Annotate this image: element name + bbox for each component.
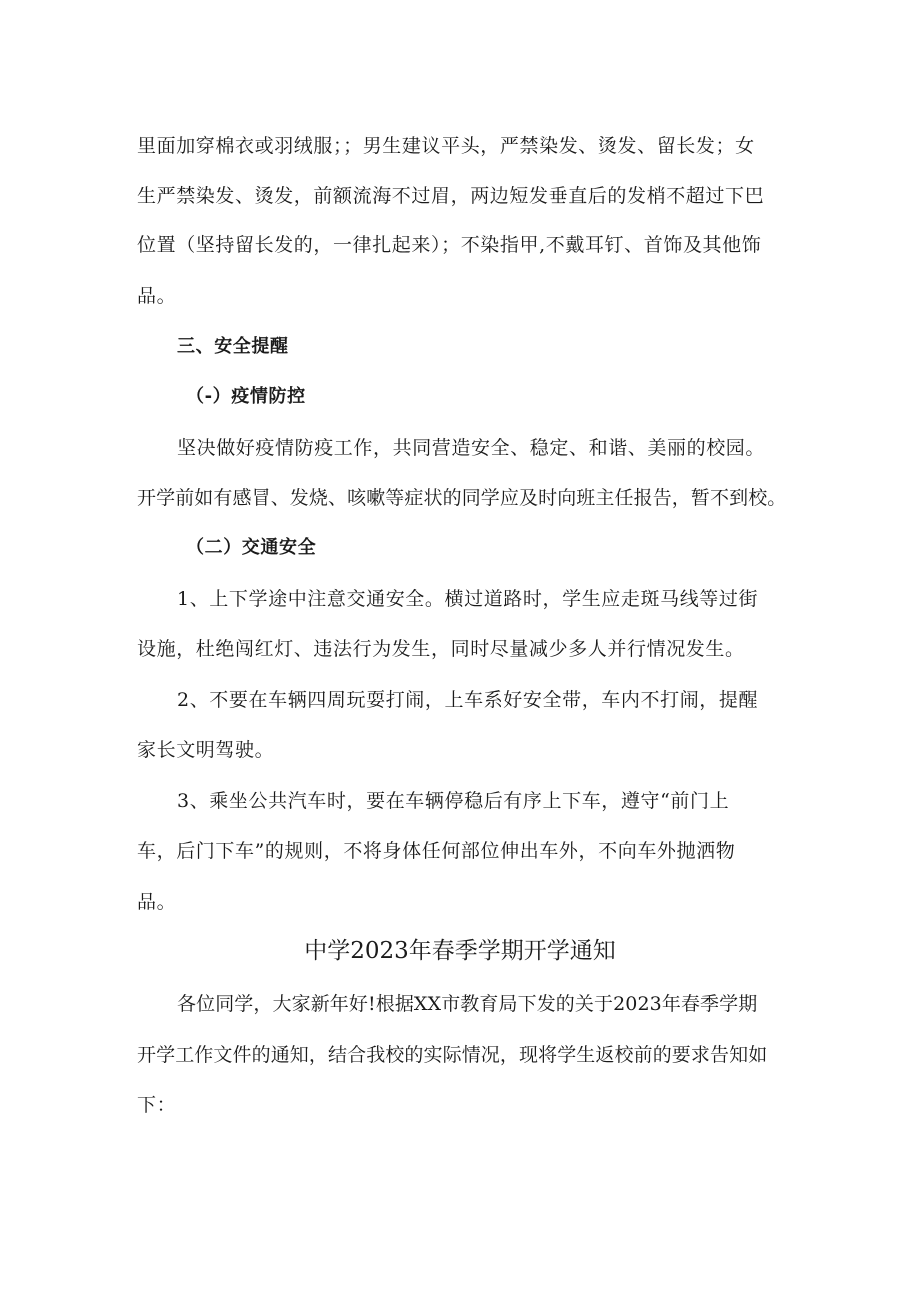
subheading-traffic: （二）交通安全: [186, 537, 317, 558]
paragraph-line: 品。: [137, 285, 177, 307]
paragraph-line: 里面加穿棉衣或羽绒服；；男生建议平头，严禁染发、烫发、留长发；女: [137, 135, 755, 157]
paragraph-line: 开学前如有感冒、发烧、咳嗽等症状的同学应及时向班主任报告，暂不到校。: [137, 487, 787, 509]
list-item-line: 设施，杜绝闯红灯、违法行为发生，同时尽量减少多人并行情况发生。: [137, 638, 745, 660]
list-item-line: 2、不要在车辆四周玩耍打闹，上车系好安全带，车内不打闹，提醒: [177, 689, 759, 711]
list-item-line: 车，后门下车”的规则，不将身体任何部位伸出车外，不向车外抛洒物: [137, 840, 736, 862]
notice-title: 中学2023年春季学期开学通知: [304, 938, 616, 964]
list-item-line: 家长文明驾驶。: [137, 739, 275, 761]
paragraph-line: 坚决做好疫情防疫工作，共同营造安全、稳定、和谐、美丽的校园。: [177, 437, 766, 459]
paragraph-line: 生严禁染发、烫发，前额流海不过眉，两边短发垂直后的发梢不超过下巴: [137, 185, 765, 207]
section-heading-safety: 三、安全提醒: [177, 336, 289, 357]
list-item-line: 1、上下学途中注意交通安全。横过道路时，学生应走斑马线等过街: [177, 588, 759, 610]
subheading-epidemic: （-）疫情防控: [186, 386, 306, 407]
paragraph-line: 各位同学，大家新年好!根据XX市教育局下发的关于2023年春季学期: [177, 993, 758, 1015]
list-item-line: 品。: [137, 891, 177, 913]
paragraph-line: 下：: [137, 1094, 177, 1116]
paragraph-line: 位置（坚持留长发的，一律扎起来）；不染指甲,不戴耳钉、首饰及其他饰: [137, 234, 762, 256]
paragraph-line: 开学工作文件的通知，结合我校的实际情况，现将学生返校前的要求告知如: [137, 1044, 768, 1066]
list-item-line: 3、乘坐公共汽车时，要在车辆停稳后有序上下车，遵守“前门上: [177, 790, 730, 812]
